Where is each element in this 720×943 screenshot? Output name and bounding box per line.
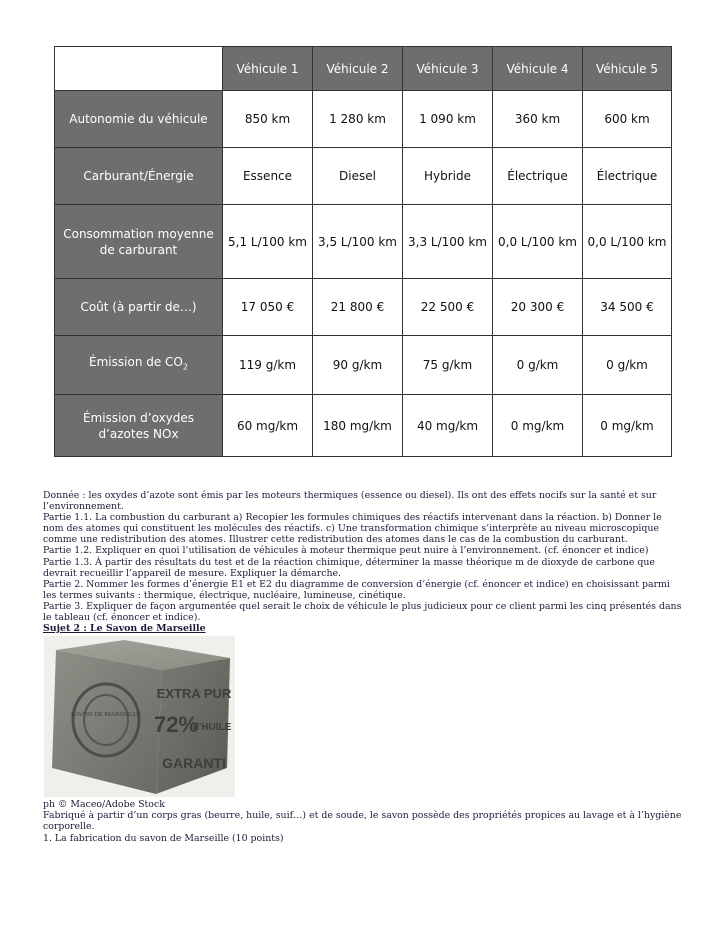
row-header: Carburant/Énergie — [55, 148, 223, 205]
table-cell: 17 050 € — [223, 279, 313, 336]
soap-stamp-line: EXTRA PUR — [156, 686, 232, 702]
table-cell: 180 mg/km — [313, 395, 403, 457]
paragraph-partie-1-2: Partie 1.2. Expliquer en quoi l’utilisation de véhicules à moteur thermique peut nuire à l’environnement. (cf. énoncer et indice) — [43, 545, 649, 557]
soap-stamp-line: GARANTI — [162, 755, 226, 772]
paragraph-fabrique: Fabriqué à partir d’un corps gras (beurre, huile, suif…) et de soude, le savon possède des propriétés propices au lavage et à l’hygiène corporelle. — [43, 810, 682, 833]
table-cell: 0 g/km — [493, 336, 583, 395]
column-header: Véhicule 5 — [583, 47, 672, 91]
soap-seal-text: SAVON DE MARSEILLE — [71, 711, 141, 719]
paragraph-donnee: Donnée : les oxydes d’azote sont émis par les moteurs thermiques (essence ou diesel). Ils ont des effets nocifs sur la santé et sur l’environnement. — [43, 490, 657, 513]
table-cell: 1 280 km — [313, 91, 403, 148]
paragraph-partie-3: Partie 3. Expliquer de façon argumentée quel serait le choix de véhicule le plus judicieux pour ce client parmi les cinq présentés dans le tableau (cf. énoncer et indice). — [43, 600, 682, 624]
table-cell: Essence — [223, 148, 313, 205]
table-cell: 20 300 € — [493, 279, 583, 336]
table-cell: 119 g/km — [223, 336, 313, 395]
table-row-consommation — [55, 205, 672, 279]
paragraph-partie-1-3: Partie 1.3. À partir des résultats du test et de la réaction chimique, déterminer la masse théorique m de dioxyde de carbone que devrait recueillir l’appareil de mesure. Expliquer la démarche. — [43, 556, 655, 579]
table-cell: 360 km — [493, 91, 583, 148]
table-cell: Hybride — [403, 148, 493, 205]
table-cell: 0,0 L/100 km — [493, 205, 583, 279]
table-corner-cell — [55, 47, 223, 91]
table-row-co2 — [55, 336, 672, 395]
table-cell: 75 g/km — [403, 336, 493, 395]
table-row-nox — [55, 395, 672, 457]
photo-credit: ph © Maceo/Adobe Stock — [43, 799, 165, 811]
soap-stamp-line: 72% — [153, 712, 199, 738]
table-cell: Électrique — [583, 148, 672, 205]
soap-cube-illustration — [44, 636, 235, 797]
soap-photo — [44, 636, 235, 797]
column-header: Véhicule 2 — [313, 47, 403, 91]
table-cell: 3,3 L/100 km — [403, 205, 493, 279]
table-cell: 21 800 € — [313, 279, 403, 336]
row-header: Autonomie du véhicule — [55, 91, 223, 148]
table-cell: 3,5 L/100 km — [313, 205, 403, 279]
table-cell: 0 g/km — [583, 336, 672, 395]
table-row-autonomie — [55, 91, 672, 148]
paragraph-question-1: 1. La fabrication du savon de Marseille (10 points) — [43, 832, 284, 844]
soap-stamp-line: d'HUILE — [192, 722, 232, 734]
table-cell: 600 km — [583, 91, 672, 148]
column-header: Véhicule 1 — [223, 47, 313, 91]
table-header-row — [55, 47, 672, 91]
table-row-cout — [55, 279, 672, 336]
paragraph-partie-1-1: Partie 1.1. La combustion du carburant a) Recopier les formules chimiques des réactifs intervenant dans la réaction. b) Donner le nom des atomes qui constituent les molécules des réactifs. c) Une transformation chimique s’interprète au niveau microscopique comme une redistribution des atomes. Illustrer cette redistribution des atomes dans le cas de la combustion du carburant. — [43, 512, 662, 546]
column-header: Véhicule 3 — [403, 47, 493, 91]
table-cell: 0 mg/km — [493, 395, 583, 457]
paragraph-partie-2: Partie 2. Nommer les formes d’énergie E1 et E2 du diagramme de conversion d’énergie (cf. énoncer et indice) en choisissant parmi les termes suivants : thermique, électrique, nucléaire, lumineuse, cinétique. — [43, 578, 670, 601]
subject-title: Sujet 2 : Le Savon de Marseille — [43, 623, 206, 635]
subscript-two: 2 — [182, 362, 188, 372]
table-cell: Électrique — [493, 148, 583, 205]
vehicle-comparison-table — [54, 46, 672, 457]
table-cell: 0,0 L/100 km — [583, 205, 672, 279]
table-cell: 1 090 km — [403, 91, 493, 148]
table-cell: 850 km — [223, 91, 313, 148]
table-cell: 22 500 € — [403, 279, 493, 336]
table-cell: 34 500 € — [583, 279, 672, 336]
document-body — [43, 490, 683, 844]
row-header: Coût (à partir de…) — [55, 279, 223, 336]
table-cell: 40 mg/km — [403, 395, 493, 457]
table-cell: 60 mg/km — [223, 395, 313, 457]
table-row-carburant — [55, 148, 672, 205]
table-cell: 0 mg/km — [583, 395, 672, 457]
row-header — [55, 336, 223, 395]
table-cell: Diesel — [313, 148, 403, 205]
column-header: Véhicule 4 — [493, 47, 583, 91]
row-header: Émission d’oxydes d’azotes NOx — [55, 395, 223, 457]
table-cell: 5,1 L/100 km — [223, 205, 313, 279]
row-header-text: Émission de CO — [89, 355, 183, 370]
table-cell: 90 g/km — [313, 336, 403, 395]
row-header: Consommation moyenne de carburant — [55, 205, 223, 279]
